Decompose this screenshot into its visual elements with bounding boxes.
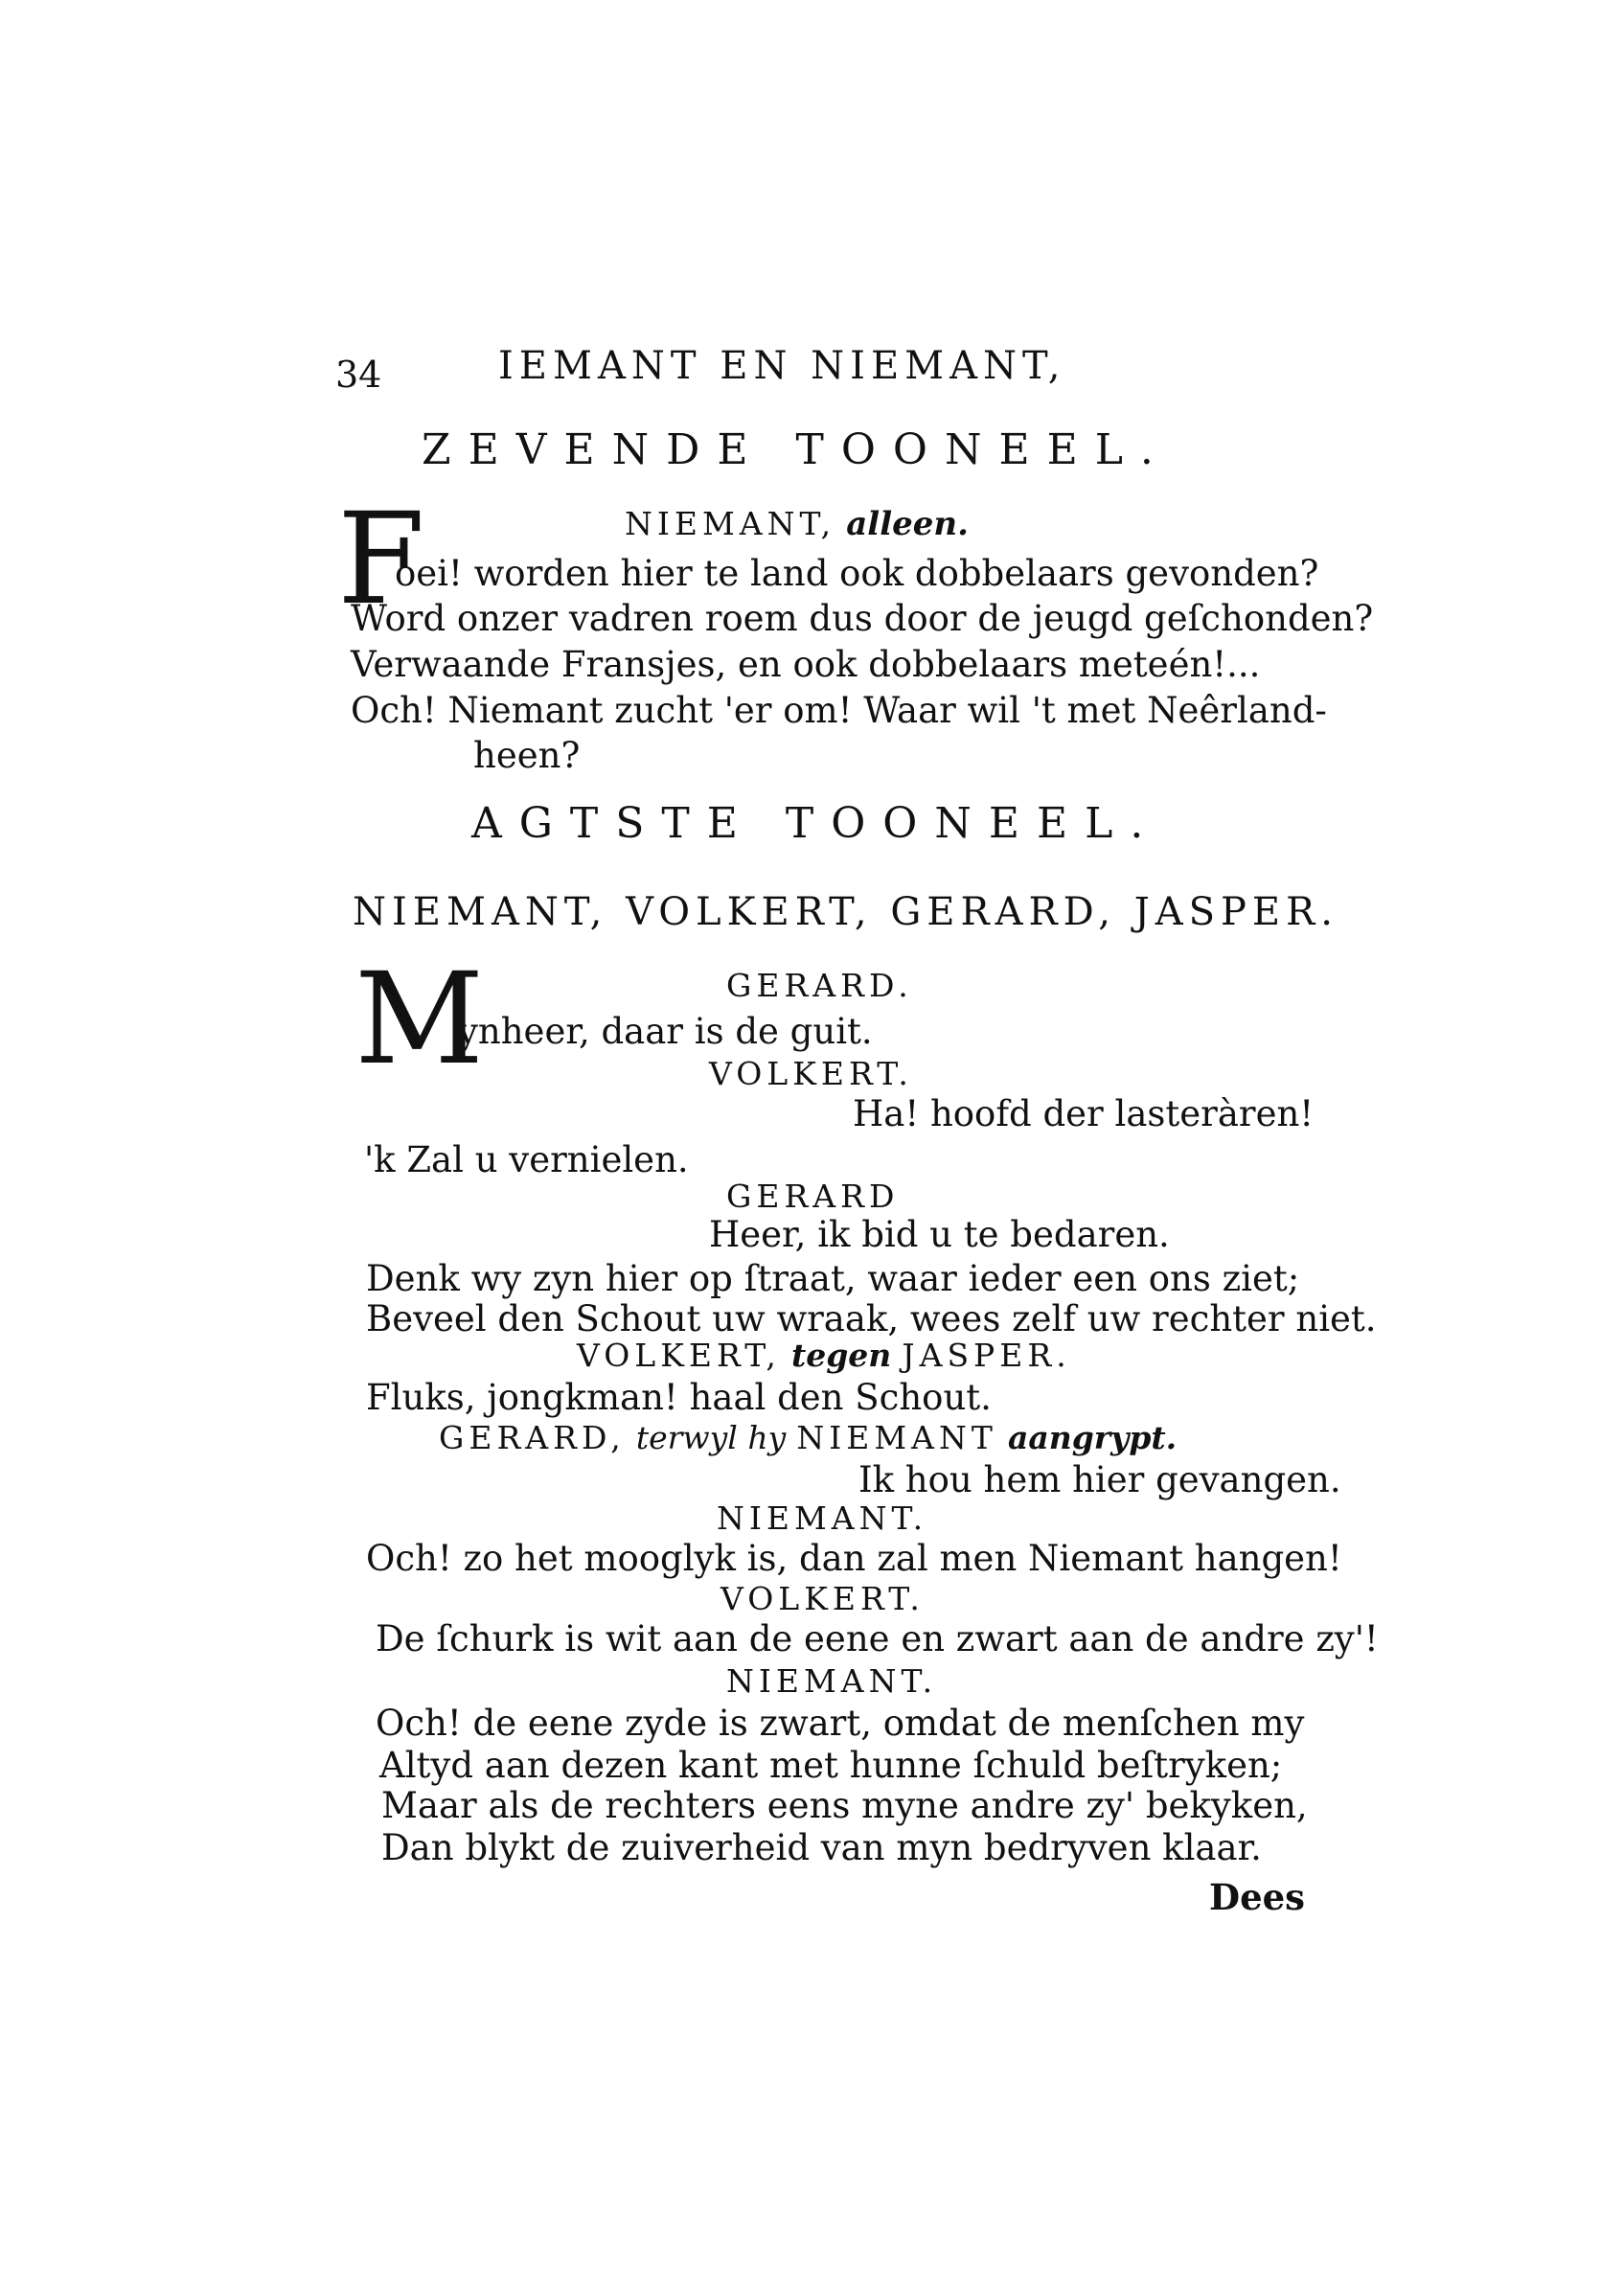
scene-title: ZEVENDE TOONEEL. [422, 425, 1171, 474]
speaker-name: GERARD. [726, 967, 913, 1004]
speaker-heading [625, 505, 969, 543]
drop-cap-f: F [337, 486, 425, 633]
verse-line: De ſchurk is wit aan de eene en zwart aan de andre zy'! [376, 1618, 1379, 1659]
stage-direction: terwyl hy [635, 1419, 787, 1456]
stage-direction: tegen [790, 1337, 892, 1374]
speaker-name: VOLKERT. [721, 1580, 925, 1617]
verse-line: Och! de eene zyde is zwart, omdat de menſchen my [376, 1703, 1305, 1744]
verse-line: heen? [473, 735, 581, 776]
stage-direction: alleen. [846, 505, 969, 543]
verse-line: Fluks, jongkman! haal den Schout. [366, 1377, 992, 1418]
speaker-name: NIEMANT. [717, 1499, 928, 1537]
verse-line: Altyd aan dezen kant met hunne ſchuld beſtryken; [379, 1745, 1283, 1786]
characters-list: NIEMANT, VOLKERT, GERARD, JASPER. [353, 890, 1338, 934]
verse-line: Och! zo het mooglyk is, dan zal men Niemant hangen! [366, 1538, 1342, 1579]
verse-line: Maar als de rechters eens myne andre zy' bekyken, [381, 1785, 1308, 1826]
drop-cap-m: M [355, 946, 485, 1093]
verse-line: 'k Zal u vernielen. [364, 1139, 689, 1180]
verse-line: Beveel den Schout uw wraak, wees zelf uw rechter niet. [366, 1298, 1377, 1339]
speaker-name: NIEMANT, [625, 505, 836, 542]
speaker-name: VOLKERT, [577, 1337, 781, 1374]
stage-direction: aangrypt. [1007, 1419, 1178, 1456]
verse-line: Verwaande Fransjes, en ook dobbelaars meteén!... [351, 644, 1261, 685]
verse-line: Ha! hoofd der lasteràren! [853, 1093, 1315, 1134]
running-title: IEMANT EN NIEMANT, [498, 344, 1066, 388]
verse-line: ynheer, daar is de guit. [458, 1011, 873, 1052]
verse-line: oei! worden hier te land ook dobbelaars gevonden? [395, 553, 1319, 594]
verse-line: Heer, ik bid u te bedaren. [709, 1214, 1170, 1255]
scene-title: AGTSTE TOONEEL. [471, 799, 1161, 848]
verse-line: Denk wy zyn hier op ſtraat, waar ieder een ons ziet; [366, 1258, 1300, 1299]
speaker-target: JASPER. [902, 1337, 1071, 1374]
page-number: 34 [335, 354, 382, 396]
verse-line: Och! Niemant zucht 'er om! Waar wil 't met Neêrland- [351, 690, 1327, 731]
speaker-target: NIEMANT [796, 1419, 997, 1456]
speaker-heading [439, 1419, 1178, 1456]
verse-line: Dan blykt de zuiverheid van myn bedryven klaar. [381, 1827, 1262, 1868]
verse-line: Word onzer vadren roem dus door de jeugd geſchonden? [351, 598, 1374, 639]
speaker-name: GERARD [726, 1178, 900, 1215]
verse-line: Ik hou hem hier gevangen. [858, 1459, 1341, 1500]
speaker-heading [577, 1337, 1071, 1374]
speaker-name: VOLKERT. [709, 1055, 913, 1092]
speaker-name: GERARD, [439, 1419, 626, 1456]
speaker-name: NIEMANT. [726, 1662, 938, 1700]
catchword: Dees [1209, 1876, 1305, 1918]
